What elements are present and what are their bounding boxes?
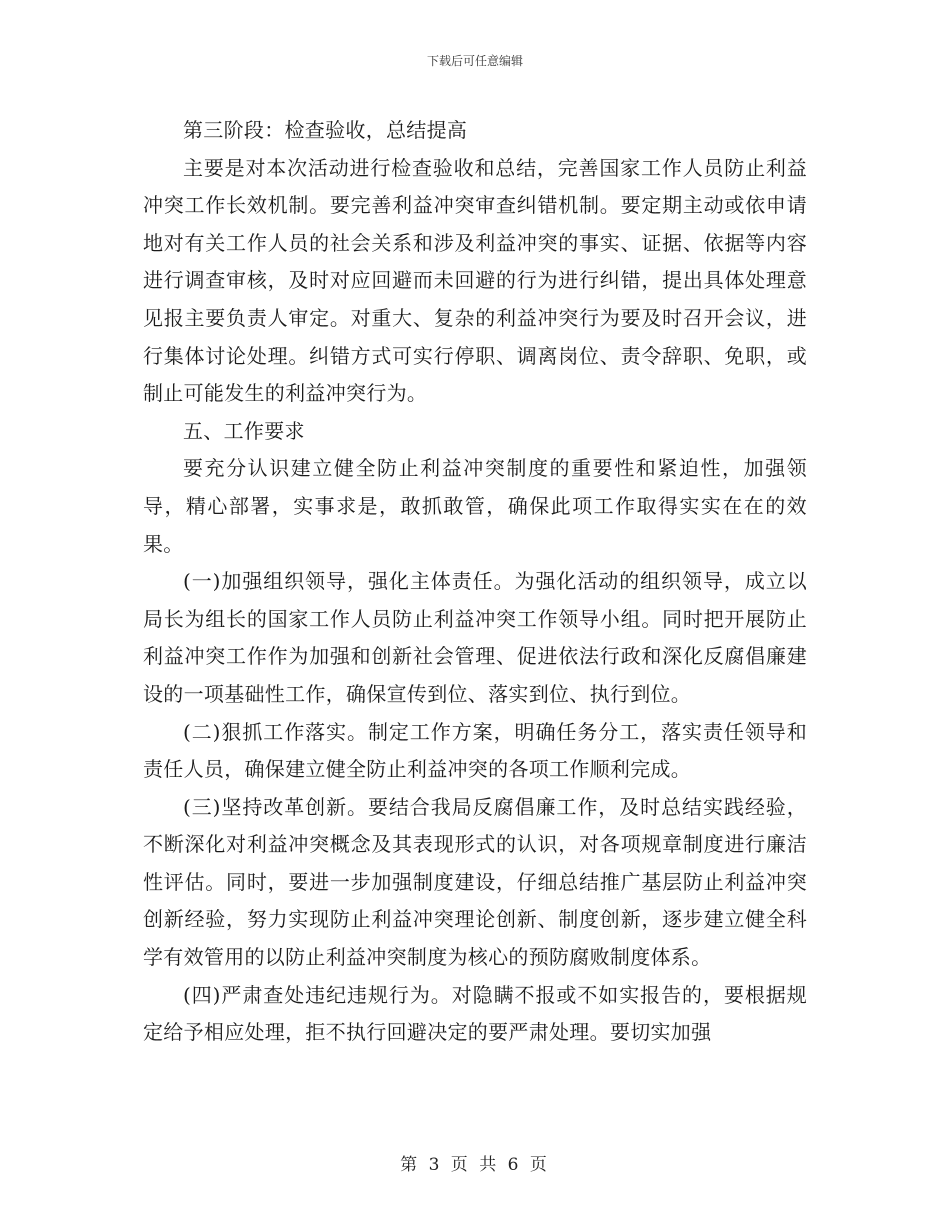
paragraph-requirement-1: (一)加强组织领导，强化主体责任。为强化活动的组织领导，成立以局长为组长的国家工作人员防止利益冲突工作领导小组。同时把开展防止利益冲突工作作为加强和创新社会管理、促进依法行政和深化反腐倡廉建设的一项基础性工作，确保宣传到位、落实到位、执行到位。 [143,569,807,706]
paragraph-requirement-2: (二)狠抓工作落实。制定工作方案，明确任务分工，落实责任领导和责任人员，确保建立健全防止利益冲突的各项工作顺利完成。 [143,719,807,782]
page-number-footer: 第 3 页 共 6 页 [400,1155,550,1175]
paragraph-requirement-3: (三)坚持改革创新。要结合我局反腐倡廉工作，及时总结实践经验，不断深化对利益冲突概念及其表现形式的认识，对各项规章制度进行廉洁性评估。同时，要进一步加强制度建设，仔细总结推广基层防止利益冲突创新经验，努力实现防止利益冲突理论创新、制度创新，逐步建立健全科学有效管用的以防止利益冲突制度为核心的预防腐败制度体系。 [143,794,807,970]
paragraph-work-requirements-intro: 要充分认识建立健全防止利益冲突制度的重要性和紧迫性，加强领导，精心部署，实事求是，敢抓敢管，确保此项工作取得实实在在的效果。 [143,456,807,556]
paragraph-stage-three-content: 主要是对本次活动进行检查验收和总结，完善国家工作人员防止利益冲突工作长效机制。要完善利益冲突审查纠错机制。要定期主动或依申请地对有关工作人员的社会关系和涉及利益冲突的事实、证据、依据等内容进行调查审核，及时对应回避而未回避的行为进行纠错，提出具体处理意见报主要负责人审定。对重大、复杂的利益冲突行为要及时召开会议，进行集体讨论处理。纠错方式可实行停职、调离岗位、责令辞职、免职，或制止可能发生的利益冲突行为。 [143,155,807,406]
document-body [143,112,807,1052]
paragraph-requirement-4: (四)严肃查处违纪违规行为。对隐瞒不报或不如实报告的，要根据规定给予相应处理，拒不执行回避决定的要严肃处理。要切实加强 [143,982,807,1045]
page-header: 下载后可任意编辑 [426,54,523,68]
section-heading-work-requirements: 五、工作要求 [183,418,305,443]
paragraph-stage-three-title: 第三阶段：检查验收，总结提高 [183,118,468,142]
